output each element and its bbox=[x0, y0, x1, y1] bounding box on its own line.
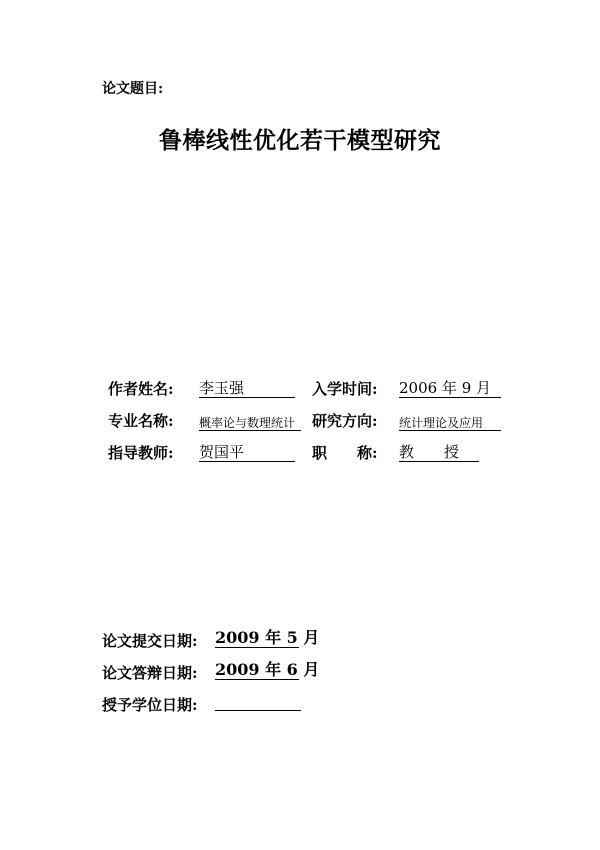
major-field bbox=[199, 412, 301, 431]
author-label: 作者姓名: bbox=[108, 380, 174, 398]
submit-date-label: 论文提交日期: bbox=[102, 632, 198, 650]
direction-value: 统计理论及应用 bbox=[399, 417, 501, 431]
advisor-label: 指导教师: bbox=[108, 444, 174, 462]
enroll-value: 2006 年 9 月 bbox=[399, 380, 501, 398]
submit-date-value: 2009 年 5 月 bbox=[215, 628, 320, 647]
advisor-field bbox=[199, 442, 295, 462]
position-field bbox=[399, 442, 479, 462]
enroll-label: 入学时间: bbox=[312, 380, 378, 398]
defense-date-value: 2009 年 6 月 bbox=[215, 660, 320, 679]
enroll-field bbox=[399, 378, 501, 398]
degree-date-label: 授予学位日期: bbox=[102, 696, 198, 714]
major-label: 专业名称: bbox=[108, 412, 174, 430]
degree-date-value bbox=[215, 692, 301, 711]
direction-label: 研究方向: bbox=[312, 412, 378, 430]
defense-date-field bbox=[215, 660, 320, 680]
degree-date-field bbox=[215, 692, 301, 715]
thesis-title-label: 论文题目: bbox=[102, 81, 164, 97]
direction-field bbox=[399, 412, 501, 431]
thesis-title: 鲁棒线性优化若干模型研究 bbox=[159, 127, 441, 154]
position-label: 职 称: bbox=[312, 444, 378, 462]
advisor-value: 贺国平 bbox=[199, 444, 295, 462]
author-field bbox=[199, 378, 295, 398]
defense-date-label: 论文答辩日期: bbox=[102, 664, 198, 682]
author-value: 李玉强 bbox=[199, 380, 295, 398]
submit-date-field bbox=[215, 628, 320, 648]
position-value: 教 授 bbox=[399, 444, 479, 462]
major-value: 概率论与数理统计 bbox=[199, 417, 301, 431]
